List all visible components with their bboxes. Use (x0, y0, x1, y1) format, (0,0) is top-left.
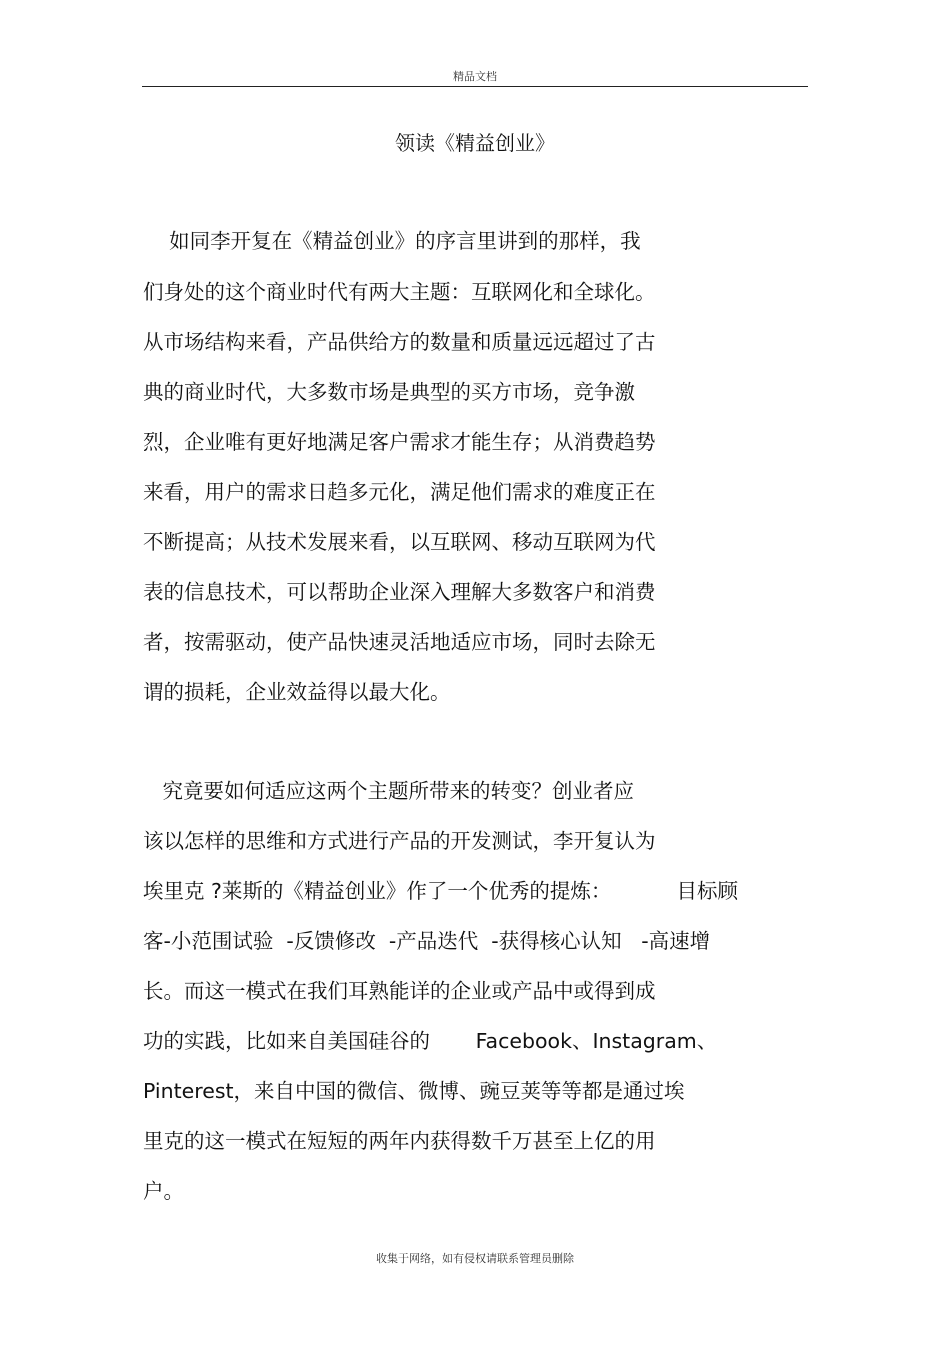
paragraph2-line: 户。 (143, 1179, 184, 1203)
paragraph1-line: 从市场结构来看，产品供给方的数量和质量远远超过了古 (143, 330, 656, 354)
paragraph1-line: 如同李开复在《精益创业》的序言里讲到的那样，我 (143, 229, 641, 253)
paragraph2-line: 究竟要如何适应这两个主题所带来的转变？创业者应 (143, 779, 635, 803)
paragraph1-line: 者，按需驱动，使产品快速灵活地适应市场，同时去除无 (143, 630, 656, 654)
paragraph2-line: 埃里克 ?莱斯的《精益创业》作了一个优秀的提炼： 目标顾 (143, 879, 739, 903)
paragraph1-line: 烈，企业唯有更好地满足客户需求才能生存；从消费趋势 (143, 430, 656, 454)
page-footer: 收集于网络，如有侵权请联系管理员删除 (376, 1252, 574, 1265)
paragraph1-line: 表的信息技术，可以帮助企业深入理解大多数客户和消费 (143, 580, 656, 604)
paragraph2-line: 该以怎样的思维和方式进行产品的开发测试，李开复认为 (143, 829, 656, 853)
paragraph2-line: 客-小范围试验 -反馈修改 -产品迭代 -获得核心认知 -高速增 (143, 929, 711, 953)
paragraph1-line: 们身处的这个商业时代有两大主题：互联网化和全球化。 (143, 280, 656, 304)
paragraph1-line: 谓的损耗，企业效益得以最大化。 (143, 680, 451, 704)
document-title: 领读《精益创业》 (395, 131, 555, 155)
paragraph1-line: 不断提高；从技术发展来看，以互联网、移动互联网为代 (143, 530, 656, 554)
paragraph2-line: Pinterest，来自中国的微信、微博、豌豆荚等等都是通过埃 (143, 1079, 685, 1103)
header-label: 精品文档 (453, 70, 497, 83)
paragraph1-line: 来看，用户的需求日趋多元化，满足他们需求的难度正在 (143, 480, 656, 504)
page-header (142, 60, 808, 87)
paragraph2-line: 里克的这一模式在短短的两年内获得数千万甚至上亿的用 (143, 1129, 656, 1153)
paragraph1-line: 典的商业时代，大多数市场是典型的买方市场，竞争激 (143, 380, 635, 404)
paragraph2-line: 功的实践，比如来自美国硅谷的 Facebook、Instagram、 (143, 1029, 718, 1053)
paragraph2-line: 长。而这一模式在我们耳熟能详的企业或产品中或得到成 (143, 979, 656, 1003)
